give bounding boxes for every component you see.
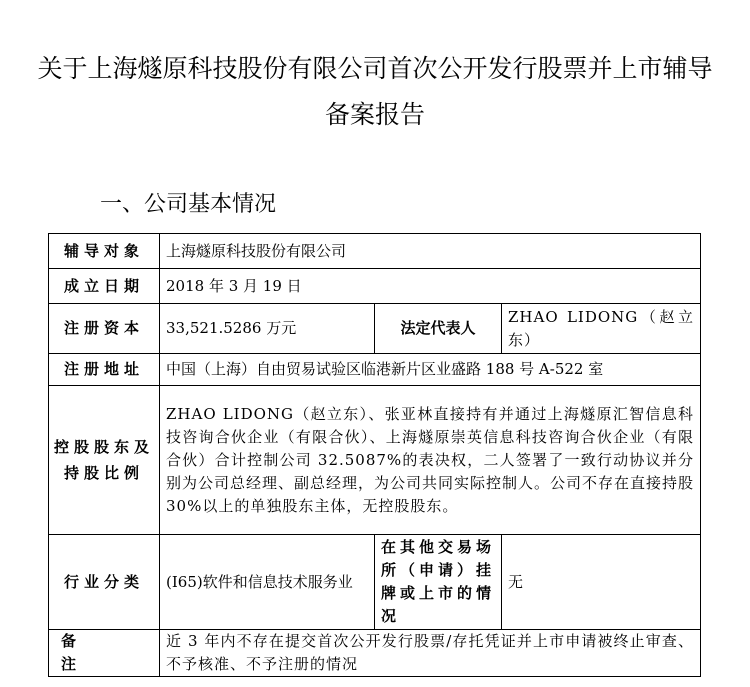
other-listing-value: 无 [502,535,701,630]
capital-label: 注册资本 [49,304,160,354]
advisee-label: 辅导对象 [49,234,160,269]
table-row [49,354,701,386]
document-title: 关于上海燧原科技股份有限公司首次公开发行股票并上市辅导备案报告 [37,54,713,129]
address-value: 中国（上海）自由贸易试验区临港新片区业盛路 188 号 A-522 室 [160,354,701,386]
address-label: 注册地址 [49,354,160,386]
other-listing-label: 在其他交易场所（申请）挂牌或上市的情况 [375,535,502,630]
table-row [49,535,701,630]
industry-label: 行业分类 [49,535,160,630]
legal-rep-label: 法定代表人 [375,304,502,354]
capital-value: 33,521.5286 万元 [160,304,375,354]
established-value: 2018 年 3 月 19 日 [160,269,701,304]
table-row [49,304,701,354]
section-heading: 一、公司基本情况 [100,192,277,217]
remarks-value: 近 3 年内不存在提交首次公开发行股票/存托凭证并上市申请被终止审查、不予核准、不予注册的情况 [160,630,701,677]
table-row [49,386,701,535]
industry-value: (I65)软件和信息技术服务业 [160,535,375,630]
advisee-value: 上海燧原科技股份有限公司 [160,234,701,269]
established-label: 成立日期 [49,269,160,304]
remarks-label: 备注 [49,630,160,677]
table-row [49,269,701,304]
table-row [49,234,701,269]
legal-rep-value: ZHAO LIDONG（赵立东） [502,304,701,354]
controlling-label: 控股股东及持股比例 [49,386,160,535]
table-row [49,630,701,677]
controlling-value: ZHAO LIDONG（赵立东）、张亚林直接持有并通过上海燧原汇智信息科技咨询合伙企业（有限合伙）、上海燧原崇英信息科技咨询合伙企业（有限合伙）合计控制公司 32.5087%的表决权，二人签署了一致行动协议并分别为公司总经理、副总经理，为公司共同实际控制人。公司不存在直接持股 30%以上的单独股东主体，无控股股东。 [160,386,701,535]
company-info-table [48,233,701,677]
